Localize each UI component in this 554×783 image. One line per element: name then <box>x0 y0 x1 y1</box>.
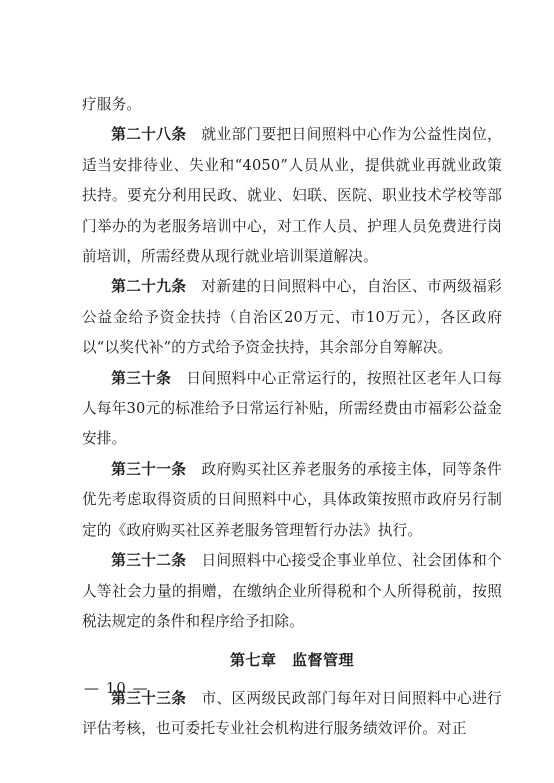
article-28 <box>82 120 502 272</box>
body-text <box>82 90 502 745</box>
article-text: 就业部门要把日间照料中心作为公益性岗位，适当安排待业、失业和“4050”人员从业，提供就业再就业政策扶持。要充分利用民政、就业、妇联、医院、职业技术学校等部门举办的为老服务培训中心，对工作人员、护理人员免费进行岗前培训，所需经费从现行就业培训渠道解决。 <box>82 126 502 266</box>
chapter-title: 第七章 监督管理 <box>229 651 354 670</box>
article-text: 对新建的日间照料中心，自治区、市两级福彩公益金给予资金扶持（自治区20万元、市10万元），各区政府以“以奖代补”的方式给予资金扶持，其余部分自筹解决。 <box>82 278 502 357</box>
article-31 <box>82 455 502 546</box>
article-29 <box>82 272 502 363</box>
article-text: 政府购买社区养老服务的承接主体，同等条件优先考虑取得资质的日间照料中心，具体政策按照市政府另行制定的《政府购买社区养老服务管理暂行办法》执行。 <box>82 460 502 539</box>
article-label: 第三十条 <box>111 369 172 387</box>
article-label: 第二十九条 <box>111 278 187 296</box>
article-label: 第二十八条 <box>111 126 187 144</box>
article-text: 市、区两级民政部门每年对日间照料中心进行评估考核，也可委托专业社会机构进行服务绩效评价。对正 <box>82 689 502 738</box>
article-label: 第三十三条 <box>111 689 187 707</box>
article-30 <box>82 364 502 455</box>
article-label: 第三十二条 <box>111 552 187 570</box>
article-text: 日间照料中心正常运行的，按照社区老年人口每人每年30元的标准给予日常运行补贴，所需经费由市福彩公益金安排。 <box>82 369 503 448</box>
page-number: — 10 — <box>84 679 149 697</box>
article-32 <box>82 546 502 637</box>
article-text: 日间照料中心接受企事业单位、社会团体和个人等社会力量的捐赠，在缴纳企业所得税和个人所得税前，按照税法规定的条件和程序给予扣除。 <box>82 552 502 630</box>
intro-fragment: 疗服务。 <box>82 96 142 113</box>
article-label: 第三十一条 <box>111 460 187 478</box>
